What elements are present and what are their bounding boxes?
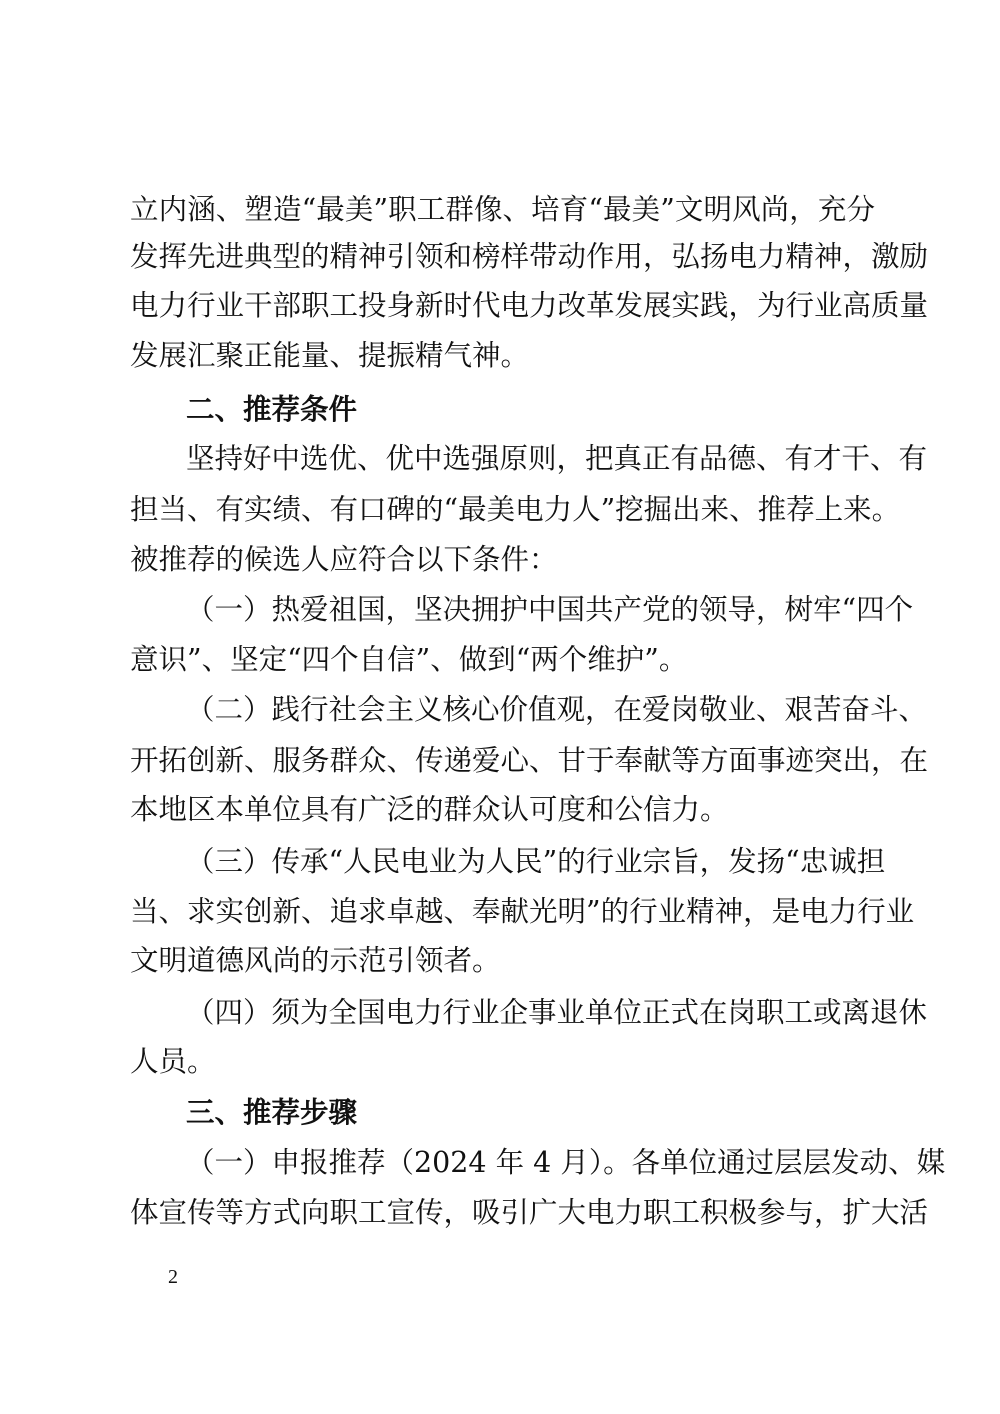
section-heading-recommendation-steps: 三、推荐步骤	[186, 1096, 358, 1129]
paragraph-line: 担当、有实绩、有口碑的“最美电力人”挖掘出来、推荐上来。	[130, 493, 901, 526]
list-item-condition-3: （三）传承“人民电业为人民”的行业宗旨，发扬“忠诚担	[186, 845, 886, 878]
paragraph-line: 被推荐的候选人应符合以下条件：	[130, 543, 558, 576]
list-item-condition-1: （一）热爱祖国，坚决拥护中国共产党的领导，树牢“四个	[186, 593, 914, 626]
page-number: 2	[168, 1266, 178, 1288]
paragraph-line: 当、求实创新、追求卓越、奉献光明”的行业精神，是电力行业	[130, 895, 915, 928]
paragraph-line: 体宣传等方式向职工宣传，吸引广大电力职工积极参与，扩大活	[130, 1196, 929, 1229]
paragraph-line: 电力行业干部职工投身新时代电力改革发展实践，为行业高质量	[130, 289, 929, 322]
paragraph-line: 发展汇聚正能量、提振精气神。	[130, 339, 530, 372]
paragraph-line: 本地区本单位具有广泛的群众认可度和公信力。	[130, 793, 729, 826]
paragraph-line: 发挥先进典型的精神引领和榜样带动作用，弘扬电力精神，激励	[130, 240, 929, 273]
paragraph-line: 立内涵、塑造“最美”职工群像、培育“最美”文明风尚，充分	[130, 193, 875, 226]
list-item-condition-2: （二）践行社会主义核心价值观，在爱岗敬业、艰苦奋斗、	[186, 693, 928, 726]
list-item-step-1: （一）申报推荐（2024 年 4 月）。各单位通过层层发动、媒	[186, 1146, 946, 1179]
paragraph-line: 人员。	[130, 1045, 216, 1078]
section-heading-recommendation-conditions: 二、推荐条件	[186, 393, 358, 426]
paragraph-line: 坚持好中选优、优中选强原则，把真正有品德、有才干、有	[186, 442, 928, 475]
paragraph-line: 意识”、坚定“四个自信”、做到“两个维护”。	[130, 643, 688, 676]
list-item-condition-4: （四）须为全国电力行业企事业单位正式在岗职工或离退休	[186, 996, 928, 1029]
paragraph-line: 文明道德风尚的示范引领者。	[130, 944, 501, 977]
paragraph-line: 开拓创新、服务群众、传递爱心、甘于奉献等方面事迹突出，在	[130, 744, 929, 777]
